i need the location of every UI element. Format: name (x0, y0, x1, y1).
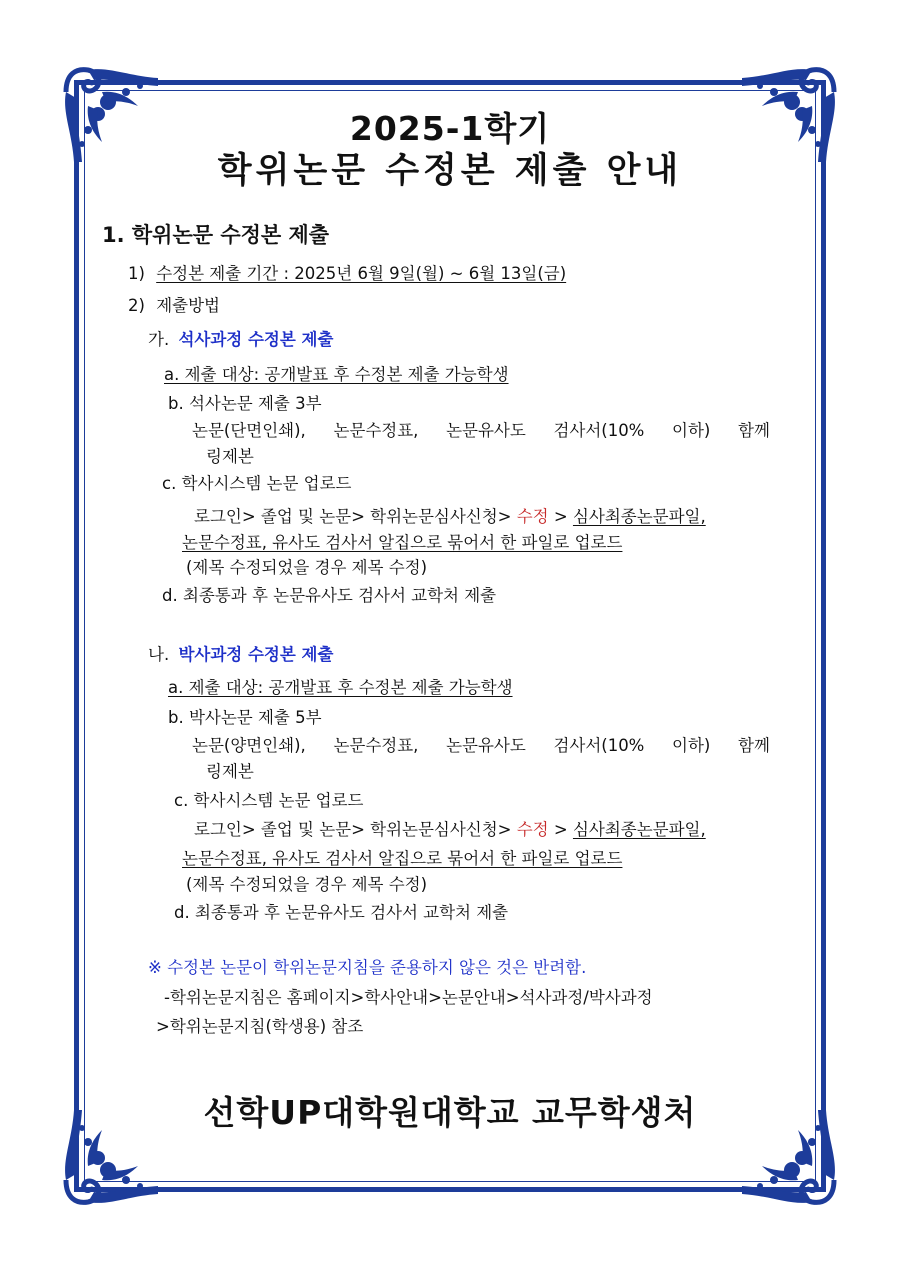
masters-detail-word: 검사서(10% (553, 421, 645, 440)
masters-upload-path (194, 506, 706, 528)
masters-upload-note: (제목 수정되었을 경우 제목 수정) (186, 558, 428, 577)
doctoral-upload: c. 학사시스템 논문 업로드 (174, 791, 364, 810)
doctoral-marker: 나. (148, 645, 170, 664)
upload-path-highlight: 수정 (516, 507, 549, 526)
upload-path-prefix: 로그인> 졸업 및 논문> 학위논문심사신청> (194, 820, 512, 839)
upload-path-suffix: 심사최종논문파일, (572, 820, 706, 839)
doctoral-upload-line2: 논문수정표, 유사도 검사서 알집으로 묶어서 한 파일로 업로드 (182, 849, 623, 868)
masters-final: d. 최종통과 후 논문유사도 검사서 교학처 제출 (162, 586, 497, 605)
doctoral-copies: b. 박사논문 제출 5부 (168, 708, 322, 727)
doctoral-detail-word: 이하) (672, 736, 711, 755)
document-title-main: 학위논문 수정본 제출 안내 (217, 151, 683, 191)
method-text: 제출방법 (156, 296, 220, 315)
masters-heading (148, 329, 333, 351)
masters-copies: b. 석사논문 제출 3부 (168, 394, 322, 413)
masters-upload: c. 학사시스템 논문 업로드 (162, 474, 352, 493)
upload-path-prefix: 로그인> 졸업 및 논문> 학위논문심사신청> (194, 507, 512, 526)
section-heading: 1. 학위논문 수정본 제출 (102, 223, 330, 247)
masters-detail-word: 논문수정표, (333, 421, 419, 440)
notice-guideline-path-cont: >학위논문지침(학생용) 참조 (156, 1017, 364, 1036)
masters-detail-word: 논문유사도 (446, 421, 526, 440)
doctoral-detail-word: 검사서(10% (553, 736, 645, 755)
doctoral-detail-word: 논문유사도 (446, 736, 526, 755)
masters-copies-detail-cont: 링제본 (206, 447, 254, 466)
period-item (128, 263, 566, 285)
method-item (128, 295, 220, 317)
period-number: 1) (128, 264, 145, 283)
period-text: 수정본 제출 기간 : 2025년 6월 9일(월) ~ 6월 13일(금) (156, 264, 567, 283)
upload-path-highlight: 수정 (516, 820, 549, 839)
doctoral-detail-word: 함께 (738, 736, 770, 755)
masters-detail-word: 이하) (672, 421, 711, 440)
upload-path-separator: > (553, 820, 568, 839)
doctoral-upload-path (194, 819, 706, 841)
masters-marker: 가. (148, 330, 170, 349)
doctoral-title: 박사과정 수정본 제출 (178, 645, 334, 664)
doctoral-copies-detail-cont: 링제본 (206, 762, 254, 781)
upload-path-separator: > (553, 507, 568, 526)
issuer-footer: 선학UP대학원대학교 교무학생처 (203, 1093, 697, 1132)
masters-detail-word: 함께 (738, 421, 770, 440)
method-number: 2) (128, 296, 145, 315)
doctoral-upload-note: (제목 수정되었을 경우 제목 수정) (186, 875, 428, 894)
masters-target: a. 제출 대상: 공개발표 후 수정본 제출 가능학생 (164, 365, 509, 384)
doctoral-heading (148, 644, 333, 666)
doctoral-detail-word: 논문(양면인쇄), (192, 736, 306, 755)
doctoral-copies-detail (192, 735, 770, 757)
masters-upload-line2: 논문수정표, 유사도 검사서 알집으로 묶어서 한 파일로 업로드 (182, 533, 623, 552)
document-title-term: 2025-1학기 (349, 109, 551, 148)
doctoral-detail-word: 논문수정표, (333, 736, 419, 755)
masters-title: 석사과정 수정본 제출 (178, 330, 334, 349)
notice-text: ※ 수정본 논문이 학위논문지침을 준용하지 않은 것은 반려함. (148, 958, 587, 977)
upload-path-suffix: 심사최종논문파일, (572, 507, 706, 526)
notice-guideline-path: -학위논문지침은 홈페이지>학사안내>논문안내>석사과정/박사과정 (164, 988, 653, 1007)
masters-copies-detail (192, 420, 770, 442)
doctoral-target: a. 제출 대상: 공개발표 후 수정본 제출 가능학생 (168, 678, 513, 697)
doctoral-final: d. 최종통과 후 논문유사도 검사서 교학처 제출 (174, 903, 509, 922)
masters-detail-word: 논문(단면인쇄), (192, 421, 306, 440)
